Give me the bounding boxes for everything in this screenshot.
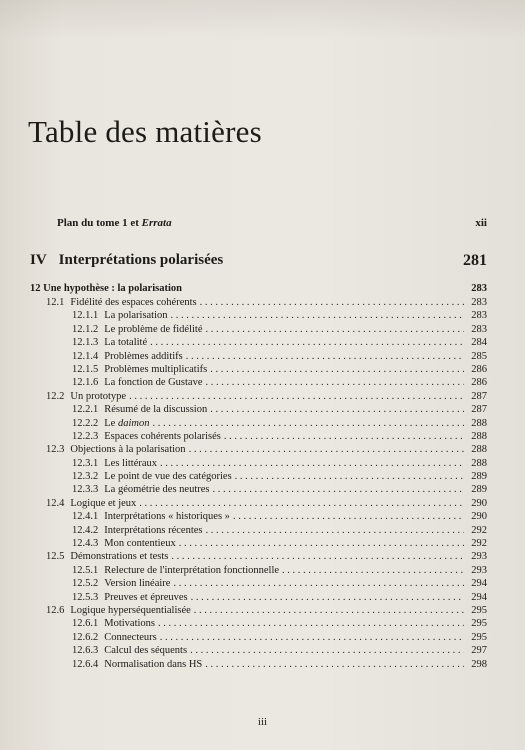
page-number: iii — [257, 716, 268, 728]
toc-entry-title: Mon contentieux — [104, 538, 176, 550]
toc-entry-page: 283 — [471, 323, 487, 335]
toc-entry-number: 12.4.2 — [72, 524, 99, 536]
part-heading-page: 281 — [463, 252, 487, 269]
toc-entry-title: Problèmes multiplicatifs — [104, 363, 208, 375]
toc-entry-number: 12.6.1 — [72, 618, 99, 630]
toc-subsection-entry[interactable] — [0, 617, 487, 630]
toc-entry-title: Fidélité des espaces cohérents — [70, 297, 197, 308]
dot-leader — [139, 497, 464, 510]
toc-entry-number: 12.2.1 — [72, 404, 99, 416]
toc-subsection-entry[interactable] — [0, 537, 487, 550]
toc-subsection-entry[interactable] — [0, 577, 487, 590]
toc-entry-number: 12.1.2 — [72, 323, 99, 335]
toc-entry-page: 288 — [471, 417, 487, 429]
toc-entry-page: 295 — [471, 631, 487, 643]
toc-entry-page: 288 — [471, 457, 487, 469]
dot-leader — [200, 296, 464, 309]
toc-section-entry[interactable] — [0, 296, 487, 309]
toc-subsection-entry[interactable] — [0, 470, 487, 483]
toc-entry-number: 12.4.1 — [72, 511, 99, 523]
toc-entry-title: Un prototype — [70, 390, 127, 402]
toc-entry-page: 292 — [471, 538, 487, 550]
toc-entry-page: 290 — [471, 511, 487, 523]
toc-entry-page: 294 — [471, 591, 487, 603]
toc-subsection-entry[interactable] — [0, 376, 487, 389]
plan-entry-page: xii — [475, 217, 487, 229]
dot-leader — [150, 336, 464, 349]
toc-list — [0, 296, 487, 671]
toc-entry-number: 12.3 — [46, 444, 65, 456]
toc-subsection-entry[interactable] — [0, 336, 487, 349]
toc-entry-number: 12.1.1 — [72, 310, 99, 322]
dot-leader — [129, 390, 464, 403]
toc-entry-number: 12.4.3 — [72, 538, 99, 550]
toc-entry-title: La totalité — [104, 337, 148, 349]
toc-entry-number: 12.1 — [46, 297, 65, 308]
dot-leader — [189, 443, 464, 456]
toc-entry-title: Version linéaire — [104, 578, 171, 590]
part-heading[interactable] — [30, 252, 487, 270]
toc-entry-page: 283 — [471, 297, 487, 308]
page-shadow — [0, 0, 525, 40]
toc-entry-page: 288 — [471, 444, 487, 456]
toc-subsection-entry[interactable] — [0, 417, 487, 430]
dot-leader — [160, 457, 464, 470]
toc-entry-number: 12.6 — [46, 604, 65, 616]
toc-subsection-entry[interactable] — [0, 430, 487, 443]
toc-entry-title: Motivations — [104, 618, 156, 630]
dot-leader — [171, 550, 464, 563]
toc-entry-page: 297 — [471, 645, 487, 657]
dot-leader — [206, 323, 465, 336]
toc-subsection-entry[interactable] — [0, 363, 487, 376]
dot-leader — [205, 658, 464, 671]
toc-entry-page: 288 — [471, 430, 487, 442]
dot-leader — [173, 577, 464, 590]
chapter-heading-page: 283 — [471, 283, 487, 294]
toc-subsection-entry[interactable] — [0, 564, 487, 577]
toc-entry-number: 12.1.6 — [72, 377, 99, 389]
toc-entry-title: Relecture de l'interprétation fonctionnelle — [104, 564, 280, 576]
toc-section-entry[interactable] — [0, 443, 487, 456]
toc-entry-title: Le point de vue des catégories — [104, 471, 232, 483]
chapter-heading[interactable] — [30, 283, 487, 294]
toc-entry-page: 286 — [471, 363, 487, 375]
toc-entry-page: 293 — [471, 564, 487, 576]
dot-leader — [206, 376, 464, 389]
toc-entry-number: 12.2.3 — [72, 430, 99, 442]
toc-entry-number: 12.2.2 — [72, 417, 99, 429]
dot-leader — [206, 524, 465, 537]
toc-entry-page: 287 — [471, 404, 487, 416]
toc-entry-page: 283 — [471, 310, 487, 322]
dot-leader — [235, 470, 464, 483]
toc-entry-number: 12.3.2 — [72, 471, 99, 483]
dot-leader — [152, 417, 464, 430]
toc-entry-page: 289 — [471, 484, 487, 496]
toc-subsection-entry[interactable] — [0, 323, 487, 336]
plan-entry[interactable] — [57, 217, 487, 229]
dot-leader — [210, 403, 464, 416]
dot-leader — [190, 644, 464, 657]
toc-subsection-entry[interactable] — [0, 591, 487, 604]
dot-leader — [191, 591, 464, 604]
toc-subsection-entry[interactable] — [0, 457, 487, 470]
toc-entry-title: Interprétations récentes — [104, 524, 203, 536]
toc-entry-number: 12.2 — [46, 390, 65, 402]
toc-entry-title: Preuves et épreuves — [104, 591, 188, 603]
dot-leader — [179, 537, 464, 550]
toc-entry-title: La géométrie des neutres — [104, 484, 210, 496]
toc-entry-title: Objections à la polarisation — [70, 444, 186, 456]
toc-subsection-entry[interactable] — [0, 631, 487, 644]
dot-leader — [233, 510, 464, 523]
dot-leader — [282, 564, 464, 577]
toc-entry-page: 298 — [471, 658, 487, 670]
toc-entry-title: La polarisation — [104, 310, 168, 322]
toc-entry-number: 12.5.2 — [72, 578, 99, 590]
dot-leader — [186, 350, 464, 363]
toc-entry-page: 284 — [471, 337, 487, 349]
toc-entry-page: 295 — [471, 604, 487, 616]
toc-entry-page: 285 — [471, 350, 487, 362]
toc-entry-number: 12.1.4 — [72, 350, 99, 362]
toc-subsection-entry[interactable] — [0, 309, 487, 322]
plan-entry-title: Plan du tome 1 et Errata — [57, 217, 172, 229]
toc-entry-page: 294 — [471, 578, 487, 590]
toc-entry-title: Connecteurs — [104, 631, 157, 643]
toc-subsection-entry[interactable] — [0, 524, 487, 537]
dot-leader — [158, 617, 464, 630]
page-title: Table des matières — [28, 114, 262, 149]
toc-entry-number: 12.6.4 — [72, 658, 99, 670]
toc-entry-title: La fonction de Gustave — [104, 377, 203, 389]
toc-entry-number: 12.5.1 — [72, 564, 99, 576]
toc-section-entry[interactable] — [0, 390, 487, 403]
toc-entry-number: 12.3.1 — [72, 457, 99, 469]
toc-entry-title: Espaces cohérents polarisés — [104, 430, 221, 442]
toc-entry-title: Logique et jeux — [70, 497, 137, 509]
toc-entry-number: 12.5 — [46, 551, 65, 563]
toc-entry-page: 289 — [471, 471, 487, 483]
toc-subsection-entry[interactable] — [0, 403, 487, 416]
toc-entry-title: Démonstrations et tests — [70, 551, 169, 563]
toc-entry-page: 290 — [471, 497, 487, 509]
toc-entry-number: 12.6.2 — [72, 631, 99, 643]
toc-entry-page: 286 — [471, 377, 487, 389]
toc-entry-title: Normalisation dans HS — [104, 658, 203, 670]
toc-subsection-entry[interactable] — [0, 483, 487, 496]
toc-subsection-entry[interactable] — [0, 350, 487, 363]
toc-section-entry[interactable] — [0, 604, 487, 617]
toc-subsection-entry[interactable] — [0, 644, 487, 657]
dot-leader — [160, 631, 464, 644]
toc-entry-title: Les littéraux — [104, 457, 158, 469]
toc-entry-page: 287 — [471, 390, 487, 402]
dot-leader — [194, 604, 464, 617]
toc-entry-number: 12.5.3 — [72, 591, 99, 603]
toc-entry-number: 12.1.5 — [72, 363, 99, 375]
toc-entry-title: Problèmes additifs — [104, 350, 183, 362]
toc-entry-title: Interprétations « historiques » — [104, 511, 230, 523]
toc-entry-title: Le problème de fidélité — [104, 323, 203, 335]
chapter-heading-title: 12 Une hypothèse : la polarisation — [30, 283, 182, 294]
toc-entry-page: 293 — [471, 551, 487, 563]
dot-leader — [171, 309, 464, 322]
toc-entry-number: 12.3.3 — [72, 484, 99, 496]
toc-subsection-entry[interactable] — [0, 510, 487, 523]
toc-entry-page: 295 — [471, 618, 487, 630]
toc-entry-title: Résumé de la discussion — [104, 404, 208, 416]
part-heading-title: IV Interprétations polarisées — [30, 252, 224, 268]
dot-leader — [213, 483, 465, 496]
toc-section-entry[interactable] — [0, 550, 487, 563]
toc-entry-number: 12.6.3 — [72, 645, 99, 657]
toc-entry-number: 12.1.3 — [72, 337, 99, 349]
toc-entry-title: Le daimon — [104, 417, 150, 429]
dot-leader — [210, 363, 464, 376]
toc-entry-page: 292 — [471, 524, 487, 536]
toc-entry-number: 12.4 — [46, 497, 65, 509]
toc-entry-title: Logique hyperséquentialisée — [70, 604, 191, 616]
toc-section-entry[interactable] — [0, 497, 487, 510]
dot-leader — [224, 430, 464, 443]
toc-entry-title: Calcul des séquents — [104, 645, 188, 657]
toc-subsection-entry[interactable] — [0, 658, 487, 671]
